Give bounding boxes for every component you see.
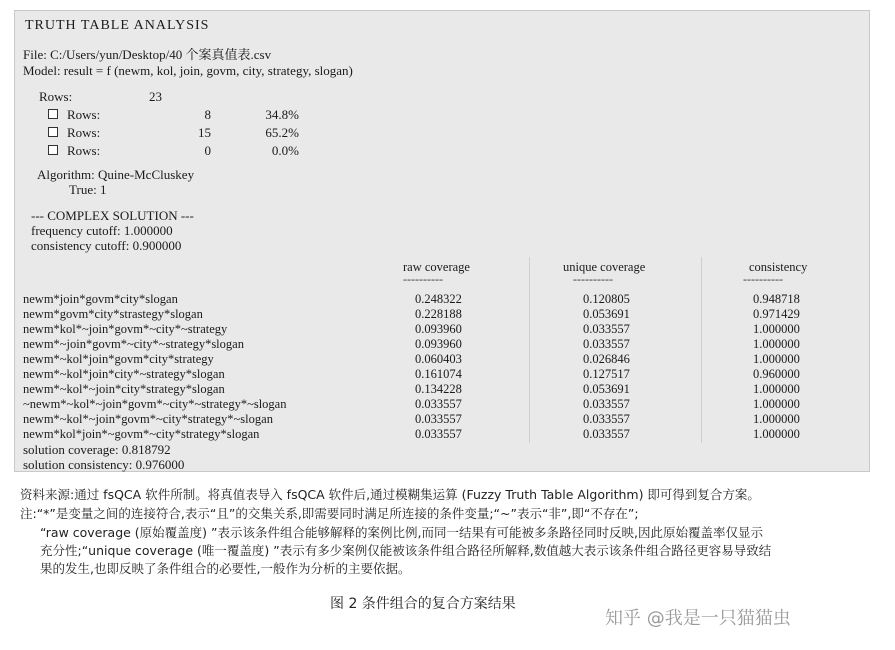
column-divider [701, 257, 702, 443]
unique-coverage-value: 0.120805 [583, 292, 630, 306]
raw-coverage-value: 0.093960 [415, 337, 462, 351]
col-underline: ---------- [403, 272, 443, 286]
solution-term: newm*~kol*~join*city*strategy*slogan [23, 382, 225, 396]
solution-coverage: solution coverage: 0.818792 [23, 442, 171, 457]
solution-term: newm*~kol*join*city*~strategy*slogan [23, 367, 225, 381]
consistency-value: 1.000000 [753, 322, 800, 336]
consistency-value: 1.000000 [753, 397, 800, 411]
checkbox-icon [48, 109, 58, 119]
raw-coverage-value: 0.228188 [415, 307, 462, 321]
raw-coverage-value: 0.033557 [415, 397, 462, 411]
checkbox-icon [48, 145, 58, 155]
consistency-value: 0.971429 [753, 307, 800, 321]
solution-term: newm*kol*join*~govm*~city*strategy*slogan [23, 427, 260, 441]
solution-term: newm*~kol*join*govm*city*strategy [23, 352, 214, 366]
unique-coverage-value: 0.026846 [583, 352, 630, 366]
raw-coverage-value: 0.033557 [415, 427, 462, 441]
row-item-percent: 65.2% [265, 125, 299, 140]
consistency-value: 1.000000 [753, 352, 800, 366]
true-line: True: 1 [69, 182, 107, 197]
raw-coverage-value: 0.134228 [415, 382, 462, 396]
row-item-percent: 0.0% [271, 143, 299, 158]
consistency-value: 1.000000 [753, 412, 800, 426]
col-underline: ---------- [573, 272, 613, 286]
consistency-cutoff: consistency cutoff: 0.900000 [31, 238, 182, 253]
rows-total: 23 [149, 89, 162, 104]
watermark: 知乎 @我是一只猫猫虫 [605, 608, 791, 629]
unique-coverage-value: 0.033557 [583, 337, 630, 351]
algorithm-line: Algorithm: Quine-McCluskey [37, 167, 195, 182]
unique-coverage-value: 0.127517 [583, 367, 630, 381]
analysis-title: TRUTH TABLE ANALYSIS [25, 18, 210, 33]
raw-coverage-value: 0.248322 [415, 292, 462, 306]
frequency-cutoff: frequency cutoff: 1.000000 [31, 223, 173, 238]
raw-coverage-value: 0.093960 [415, 322, 462, 336]
solution-term: newm*govm*city*strastegy*slogan [23, 307, 203, 321]
column-divider [529, 257, 530, 443]
row-item-label: Rows: [67, 143, 101, 158]
row-item-label: Rows: [67, 107, 101, 122]
row-item-label: Rows: [67, 125, 101, 140]
checkbox-icon [48, 127, 58, 137]
unique-coverage-value: 0.033557 [583, 412, 630, 426]
consistency-value: 1.000000 [753, 427, 800, 441]
row-item-percent: 34.8% [265, 107, 299, 122]
col-header-raw: raw coverage [403, 260, 470, 274]
consistency-value: 0.948718 [753, 292, 800, 306]
unique-coverage-value: 0.033557 [583, 397, 630, 411]
raw-coverage-value: 0.161074 [415, 367, 462, 381]
rows-label: Rows: [39, 89, 73, 104]
solution-term: newm*~join*govm*~city*~strategy*slogan [23, 337, 244, 351]
solution-term: newm*~kol*~join*govm*~city*strategy*~slogan [23, 412, 273, 426]
source-note: 资料来源:通过 fsQCA 软件所制。将真值表导入 fsQCA 软件后,通过模糊集运算 (Fuzzy Truth Table Algorithm) 即可得到复合方案。 [20, 487, 760, 502]
solution-header: --- COMPLEX SOLUTION --- [31, 208, 194, 223]
model-line: Model: result = f (newm, kol, join, govm, city, strategy, slogan) [23, 63, 353, 78]
consistency-value: 1.000000 [753, 337, 800, 351]
footnote-line: 充分性;“unique coverage (唯一覆盖度) ”表示有多少案例仅能被该条件组合路径所解释,数值越大表示该条件组合路径更容易导致结 [40, 543, 772, 558]
row-item-count: 8 [204, 107, 211, 122]
consistency-value: 1.000000 [753, 382, 800, 396]
figure-caption: 图 2 条件组合的复合方案结果 [330, 596, 516, 612]
col-header-unique: unique coverage [563, 260, 646, 274]
solution-term: newm*kol*~join*govm*~city*~strategy [23, 322, 228, 336]
col-header-consistency: consistency [749, 260, 808, 274]
file-line: File: C:/Users/yun/Desktop/40 个案真值表.csv [23, 47, 272, 62]
row-item-count: 0 [204, 143, 211, 158]
truth-table-panel [14, 10, 870, 472]
solution-term: newm*join*govm*city*slogan [23, 292, 178, 306]
footnote-line: 果的发生,也即反映了条件组合的必要性,一般作为分析的主要依据。 [40, 561, 411, 576]
solution-consistency: solution consistency: 0.976000 [23, 457, 185, 472]
unique-coverage-value: 0.053691 [583, 307, 630, 321]
footnote-line: “raw coverage (原始覆盖度) ”表示该条件组合能够解释的案例比例,而同一结果有可能被多条路径同时反映,因此原始覆盖率仅显示 [40, 525, 763, 540]
unique-coverage-value: 0.033557 [583, 322, 630, 336]
consistency-value: 0.960000 [753, 367, 800, 381]
raw-coverage-value: 0.033557 [415, 412, 462, 426]
row-item-count: 15 [198, 125, 211, 140]
solution-term: ~newm*~kol*~join*govm*~city*~strategy*~slogan [23, 397, 287, 411]
unique-coverage-value: 0.053691 [583, 382, 630, 396]
unique-coverage-value: 0.033557 [583, 427, 630, 441]
raw-coverage-value: 0.060403 [415, 352, 462, 366]
footnote-line: 注:“*”是变量之间的连接符合,表示“且”的交集关系,即需要同时满足所连接的条件变量;“~”表示“非”,即“不存在”; [20, 506, 639, 521]
col-underline: ---------- [743, 272, 783, 286]
